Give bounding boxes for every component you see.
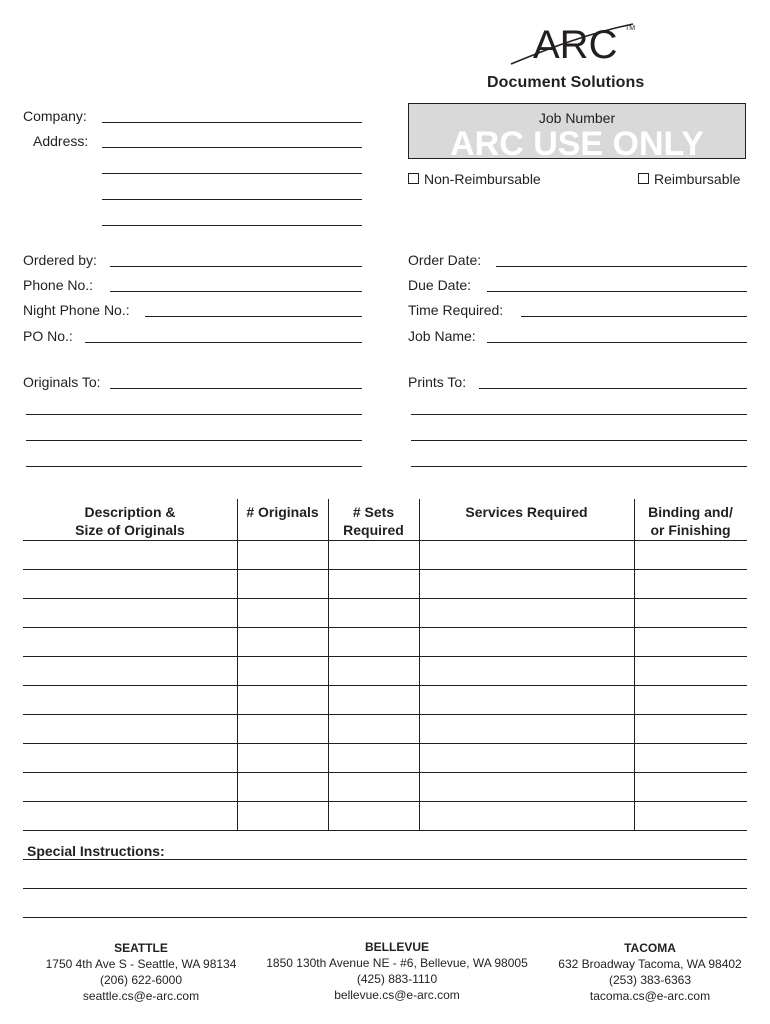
- header-originals-line-1: # Originals: [246, 504, 319, 520]
- footer-bellevue: [257, 939, 537, 1003]
- order-date-label: Order Date:: [408, 252, 482, 268]
- footer-email[interactable]: bellevue.cs@e-arc.com: [334, 988, 460, 1002]
- night-phone-field[interactable]: [145, 316, 362, 317]
- table-row[interactable]: [23, 685, 747, 686]
- footer-phone: (425) 883-1110: [356, 972, 438, 986]
- arc-use-only-label: ARC USE ONLY: [450, 125, 704, 163]
- ordered-by-field[interactable]: [110, 266, 362, 267]
- logo-subtitle: Document Solutions: [487, 74, 645, 91]
- footer-city: BELLEVUE: [364, 940, 429, 954]
- column-divider: [237, 499, 238, 830]
- prints-to-field-line-1[interactable]: [479, 388, 747, 389]
- trademark-mark: TM: [625, 25, 636, 32]
- non-reimbursable-label: Non-Reimbursable: [424, 171, 541, 187]
- table-row[interactable]: [23, 772, 747, 773]
- originals-to-field-line-1[interactable]: [110, 388, 362, 389]
- originals-to-field-line-3[interactable]: [26, 440, 362, 441]
- special-instructions-line-2[interactable]: [23, 888, 747, 889]
- header-description: [23, 503, 237, 539]
- reimbursable-label: Reimbursable: [654, 171, 741, 187]
- footer-email[interactable]: tacoma.cs@e-arc.com: [589, 989, 711, 1003]
- footer-address: 632 Broadway Tacoma, WA 98402: [558, 957, 742, 971]
- originals-to-label: Originals To:: [23, 374, 101, 390]
- time-required-field[interactable]: [521, 316, 747, 317]
- header-binding-finishing: [634, 503, 747, 539]
- table-row[interactable]: [23, 627, 747, 628]
- reimbursable-option[interactable]: [638, 171, 740, 187]
- header-description-line-1: Description &: [84, 504, 176, 520]
- prints-to-field-line-2[interactable]: [411, 414, 747, 415]
- time-required-label: Time Required:: [408, 302, 504, 318]
- footer-address: 1850 130th Avenue NE - #6, Bellevue, WA 98005: [266, 956, 528, 970]
- footer-city: SEATTLE: [114, 941, 168, 955]
- table-row[interactable]: [23, 540, 747, 541]
- address-field-line-1[interactable]: [102, 147, 362, 148]
- ordered-by-label: Ordered by:: [23, 252, 97, 268]
- footer-seattle: [41, 940, 241, 1004]
- header-sets-line-2: Required: [343, 522, 404, 538]
- table-row[interactable]: [23, 830, 747, 831]
- table-row[interactable]: [23, 569, 747, 570]
- prints-to-field-line-4[interactable]: [411, 466, 747, 467]
- footer-email[interactable]: seattle.cs@e-arc.com: [82, 989, 200, 1003]
- checkbox-icon[interactable]: [408, 173, 419, 184]
- table-row[interactable]: [23, 714, 747, 715]
- column-divider: [328, 499, 329, 830]
- job-number-box: [408, 103, 746, 163]
- header-services-line-1: Services Required: [465, 504, 588, 520]
- footer-city: TACOMA: [624, 941, 676, 955]
- job-name-field[interactable]: [487, 342, 747, 343]
- header-sets-required: [328, 503, 419, 539]
- address-label: Address:: [33, 133, 89, 149]
- header-originals: [237, 503, 328, 521]
- job-name-label: Job Name:: [408, 328, 476, 344]
- table-row[interactable]: [23, 801, 747, 802]
- header-description-line-2: Size of Originals: [75, 522, 185, 538]
- order-date-field[interactable]: [496, 266, 747, 267]
- night-phone-label: Night Phone No.:: [23, 302, 130, 318]
- address-field-line-2[interactable]: [102, 173, 362, 174]
- due-date-label: Due Date:: [408, 277, 472, 293]
- header-sets-line-1: # Sets: [352, 504, 395, 520]
- footer-phone: (253) 383-6363: [608, 973, 692, 987]
- phone-label: Phone No.:: [23, 277, 94, 293]
- special-instructions-label: Special Instructions:: [27, 843, 165, 859]
- logo-wordmark: ARC: [533, 23, 618, 67]
- phone-field[interactable]: [110, 291, 362, 292]
- checkbox-icon[interactable]: [638, 173, 649, 184]
- column-divider: [634, 499, 635, 830]
- job-number-title: Job Number: [538, 110, 616, 126]
- special-instructions-line-3[interactable]: [23, 917, 747, 918]
- table-row[interactable]: [23, 743, 747, 744]
- table-row[interactable]: [23, 598, 747, 599]
- po-field[interactable]: [85, 342, 362, 343]
- header-services-required: [419, 503, 634, 521]
- po-label: PO No.:: [23, 328, 73, 344]
- prints-to-label: Prints To:: [408, 374, 467, 390]
- header-binding-line-1: Binding and/: [648, 504, 733, 520]
- address-field-line-3[interactable]: [102, 199, 362, 200]
- non-reimbursable-option[interactable]: [408, 171, 541, 187]
- prints-to-field-line-3[interactable]: [411, 440, 747, 441]
- header-binding-line-2: or Finishing: [650, 522, 731, 538]
- due-date-field[interactable]: [487, 291, 747, 292]
- originals-to-field-line-2[interactable]: [26, 414, 362, 415]
- address-field-line-4[interactable]: [102, 225, 362, 226]
- company-label: Company:: [23, 108, 87, 124]
- footer-address: 1750 4th Ave S - Seattle, WA 98134: [45, 957, 237, 971]
- arc-logo: [505, 20, 645, 70]
- footer-phone: (206) 622-6000: [99, 973, 183, 987]
- footer-tacoma: [552, 940, 748, 1004]
- table-row[interactable]: [23, 656, 747, 657]
- originals-to-field-line-4[interactable]: [26, 466, 362, 467]
- company-field[interactable]: [102, 122, 362, 123]
- special-instructions-line-1[interactable]: [23, 859, 747, 860]
- column-divider: [419, 499, 420, 830]
